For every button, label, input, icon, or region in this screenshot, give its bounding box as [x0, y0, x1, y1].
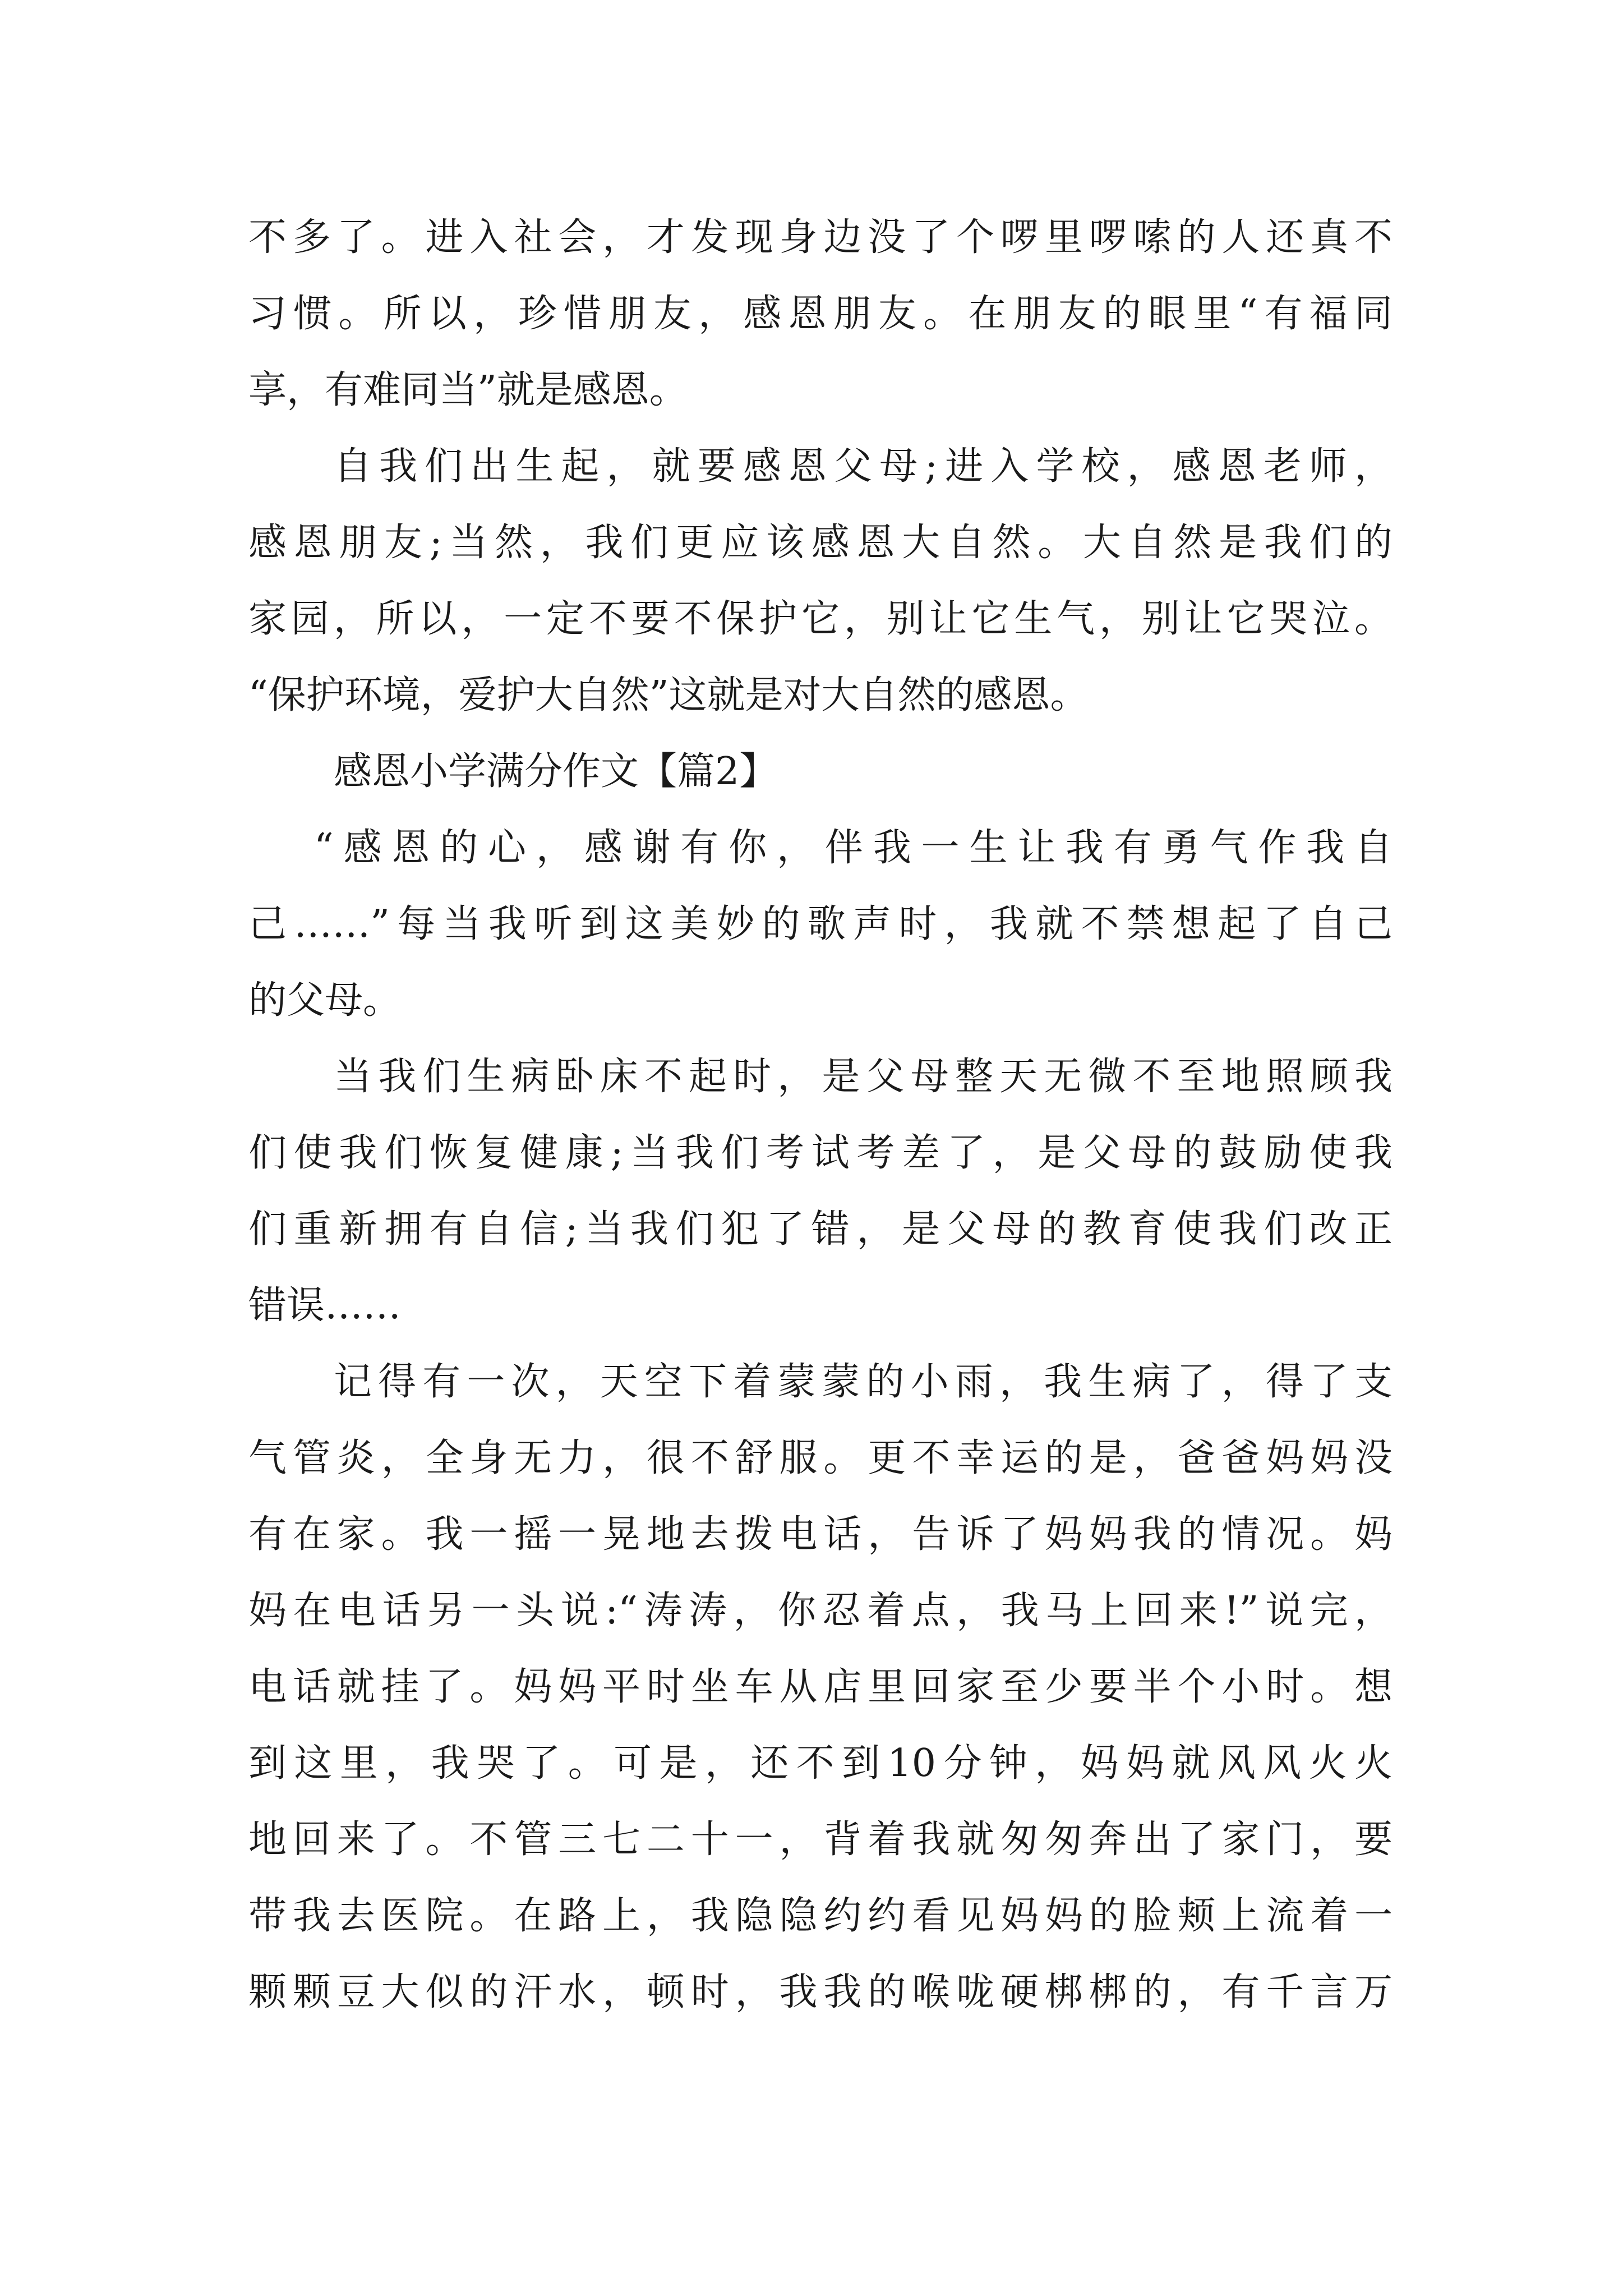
- paragraph-first-line: 自我们出生起，就要感恩父母;进入学校，感恩老师，: [334, 444, 1393, 489]
- text-line: 家园，所以，一定不要不保护它，别让它生气，别让它哭泣。: [248, 597, 1393, 641]
- text-line: 颗颗豆大似的汗水，顿时，我我的喉咙硬梆梆的，有千言万: [248, 1970, 1393, 2014]
- text-line: 妈在电话另一头说:“涛涛，你忍着点，我马上回来!”说完，: [248, 1589, 1393, 1633]
- text-line: 享，有难同当”就是感恩。: [248, 368, 688, 412]
- text-line: 电话就挂了。妈妈平时坐车从店里回家至少要半个小时。想: [248, 1665, 1393, 1709]
- section-heading: 感恩小学满分作文【篇2】: [334, 749, 778, 794]
- text-line: 习惯。所以，珍惜朋友，感恩朋友。在朋友的眼里“有福同: [248, 292, 1393, 336]
- text-line: 带我去医院。在路上，我隐隐约约看见妈妈的脸颊上流着一: [248, 1894, 1393, 1938]
- paragraph-first-line: 当我们生病卧床不起时，是父母整天无微不至地照顾我: [334, 1055, 1393, 1099]
- text-line: 己……”每当我听到这美妙的歌声时，我就不禁想起了自己: [248, 902, 1393, 946]
- text-line: 们使我们恢复健康;当我们考试考差了，是父母的鼓励使我: [248, 1131, 1393, 1175]
- text-line: “保护环境，爱护大自然”这就是对大自然的感恩。: [248, 673, 1089, 717]
- text-line: 气管炎，全身无力，很不舒服。更不幸运的是，爸爸妈妈没: [248, 1436, 1393, 1480]
- text-line: 的父母。: [248, 978, 402, 1023]
- paragraph-first-line: “感恩的心，感谢有你，伴我一生让我有勇气作我自: [314, 826, 1393, 870]
- text-line: 感恩朋友;当然，我们更应该感恩大自然。大自然是我们的: [248, 521, 1393, 565]
- text-line: 不多了。进入社会，才发现身边没了个啰里啰嗦的人还真不: [248, 215, 1393, 260]
- text-line: 到这里，我哭了。可是，还不到10分钟，妈妈就风风火火: [248, 1741, 1393, 1786]
- text-line: 有在家。我一摇一晃地去拨电话，告诉了妈妈我的情况。妈: [248, 1512, 1393, 1557]
- text-line: 错误……: [248, 1283, 402, 1328]
- text-line: 地回来了。不管三七二十一，背着我就匆匆奔出了家门，要: [248, 1818, 1393, 1862]
- paragraph-first-line: 记得有一次，天空下着蒙蒙的小雨，我生病了，得了支: [334, 1360, 1393, 1404]
- text-line: 们重新拥有自信;当我们犯了错，是父母的教育使我们改正: [248, 1207, 1393, 1251]
